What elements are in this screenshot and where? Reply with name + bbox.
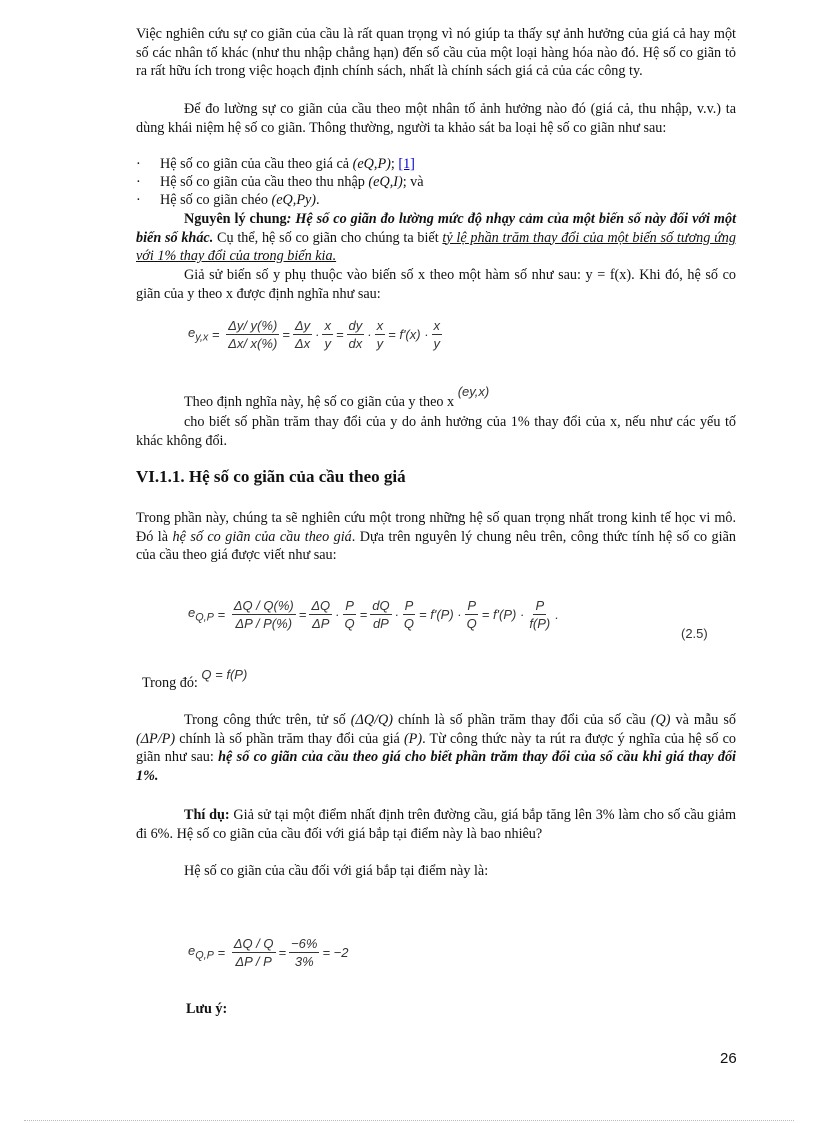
paragraph-principle: Nguyên lý chung: Hệ số co giãn đo lường mức độ nhạy cảm của một biến số này đối với một biến số khác. Cụ thể, hệ số co giãn cho chúng ta biết tỷ lệ phần trăm thay đổi của một biến số tương ứng với 1% thay đổi của trong biến kia. [136, 211, 737, 265]
paragraph-measure: Để đo lường sự co giãn của cầu theo một nhân tố ảnh hưởng nào đó (giá cả, thu nhập, v.v.) ta dùng khái niệm hệ số co giãn. Thông thường, người ta khảo sát ba loại hệ số co giãn như sau: [136, 101, 736, 136]
paragraph-example-answer: Hệ số co giãn của cầu đối với giá bắp tại điểm này là: [184, 863, 489, 879]
bullet-dot-icon: · [136, 192, 141, 208]
paragraph-definition-line2: cho biết số phần trăm thay đổi của y do ảnh hưởng của 1% thay đổi của x, nếu như các yếu tố khác không đổi. [136, 414, 736, 449]
elasticity-definition-formula: $e_{y,x}$ = $\frac{\Delta y/ y(\%)}{\Delta x/ x(\%)}$ = $\frac{\Delta y}{\Delta x}$ · $\frac{x}{y}$ = $\frac{dy}{dx}$ · $\frac{x}{y}$ = f'(x) · $\frac{x}{y}$ [188, 318, 441, 351]
example-result-formula: $e_{Q,P}$ = $\frac{\Delta Q / Q}{\Delta P / P}$ = $\frac{-6\%}{3\%}$ = −2 [188, 936, 349, 969]
note-label: Lưu ý: [186, 1001, 228, 1017]
page-bottom-divider [24, 1120, 794, 1121]
where-clause: Trong đó: Q = f(P) [142, 667, 248, 691]
bullet-income: · Hệ số co giãn của cầu theo thu nhập (eQ,I); và [136, 174, 424, 190]
section-heading: VI.1.1. Hệ số co giãn của cầu theo giá [136, 467, 406, 486]
paragraph-example: Thí dụ: Giả sử tại một điểm nhất định trên đường cầu, giá bắp tăng lên 3% làm cho số cầu giảm đi 6%. Hệ số co giãn của cầu đối với giá bắp tại điểm này là bao nhiêu? [136, 807, 736, 842]
bullet-price: · Hệ số co giãn của cầu theo giá cả (eQ,P); [1] [136, 156, 415, 172]
page-number: 26 [720, 1050, 737, 1067]
paragraph-definition-line1: Theo định nghĩa này, hệ số co giãn của y theo x (ey,x) [184, 384, 490, 410]
footnote-link[interactable]: [1] [398, 156, 415, 172]
paragraph-assume: Giả sử biến số y phụ thuộc vào biến số x theo một hàm số như sau: y = f(x). Khi đó, hệ số co giãn của y theo x được định nghĩa như sau: [136, 267, 736, 302]
price-elasticity-formula: $e_{Q,P}$ = $\frac{\Delta Q / Q(\%)}{\Delta P / P(\%)}$ = $\frac{\Delta Q}{\Delta P}$ · $\frac{P}{Q}$ = $\frac{dQ}{dP}$ · $\frac{P}{Q}$ = f'(P) · $\frac{P}{Q}$ = f'(P) · $\frac{P}{f(P)}$ . [188, 598, 559, 631]
paragraph-section-intro: Trong phần này, chúng ta sẽ nghiên cứu một trong những hệ số quan trọng nhất trong kinh tế học vi mô. Đó là hệ số co giãn của cầu theo giá. Dựa trên nguyên lý chung nêu trên, công thức tính hệ số co giãn của cầu theo giá được viết như sau: [136, 510, 736, 564]
equation-number: (2.5) [681, 626, 708, 641]
elasticity-symbol: (ey,x) [457, 384, 490, 399]
paragraph-formula-explain: Trong công thức trên, tử số (ΔQ/Q) chính là số phần trăm thay đổi của số cầu (Q) và mẫu số (ΔP/P) chính là số phần trăm thay đổi của giá (P). Từ công thức này ta rút ra được ý nghĩa của hệ số co giãn như sau: hệ số co giãn của cầu theo giá cho biết phần trăm thay đổi của số cầu khi giá thay đổi 1%. [136, 712, 736, 784]
bullet-dot-icon: · [136, 174, 141, 190]
bullet-cross: · Hệ số co giãn chéo (eQ,Py). [136, 192, 320, 208]
paragraph-intro: Việc nghiên cứu sự co giãn của cầu là rất quan trọng vì nó giúp ta thấy sự ảnh hưởng của giá cả hay một số các nhân tố khác (như thu nhập chẳng hạn) đến số cầu của một loại hàng hóa nào đó. Hệ số co giãn tỏ ra rất hữu ích trong việc hoạch định chính sách, nhất là chính sách giá cả của các công ty. [136, 26, 736, 80]
bullet-dot-icon: · [136, 156, 141, 172]
